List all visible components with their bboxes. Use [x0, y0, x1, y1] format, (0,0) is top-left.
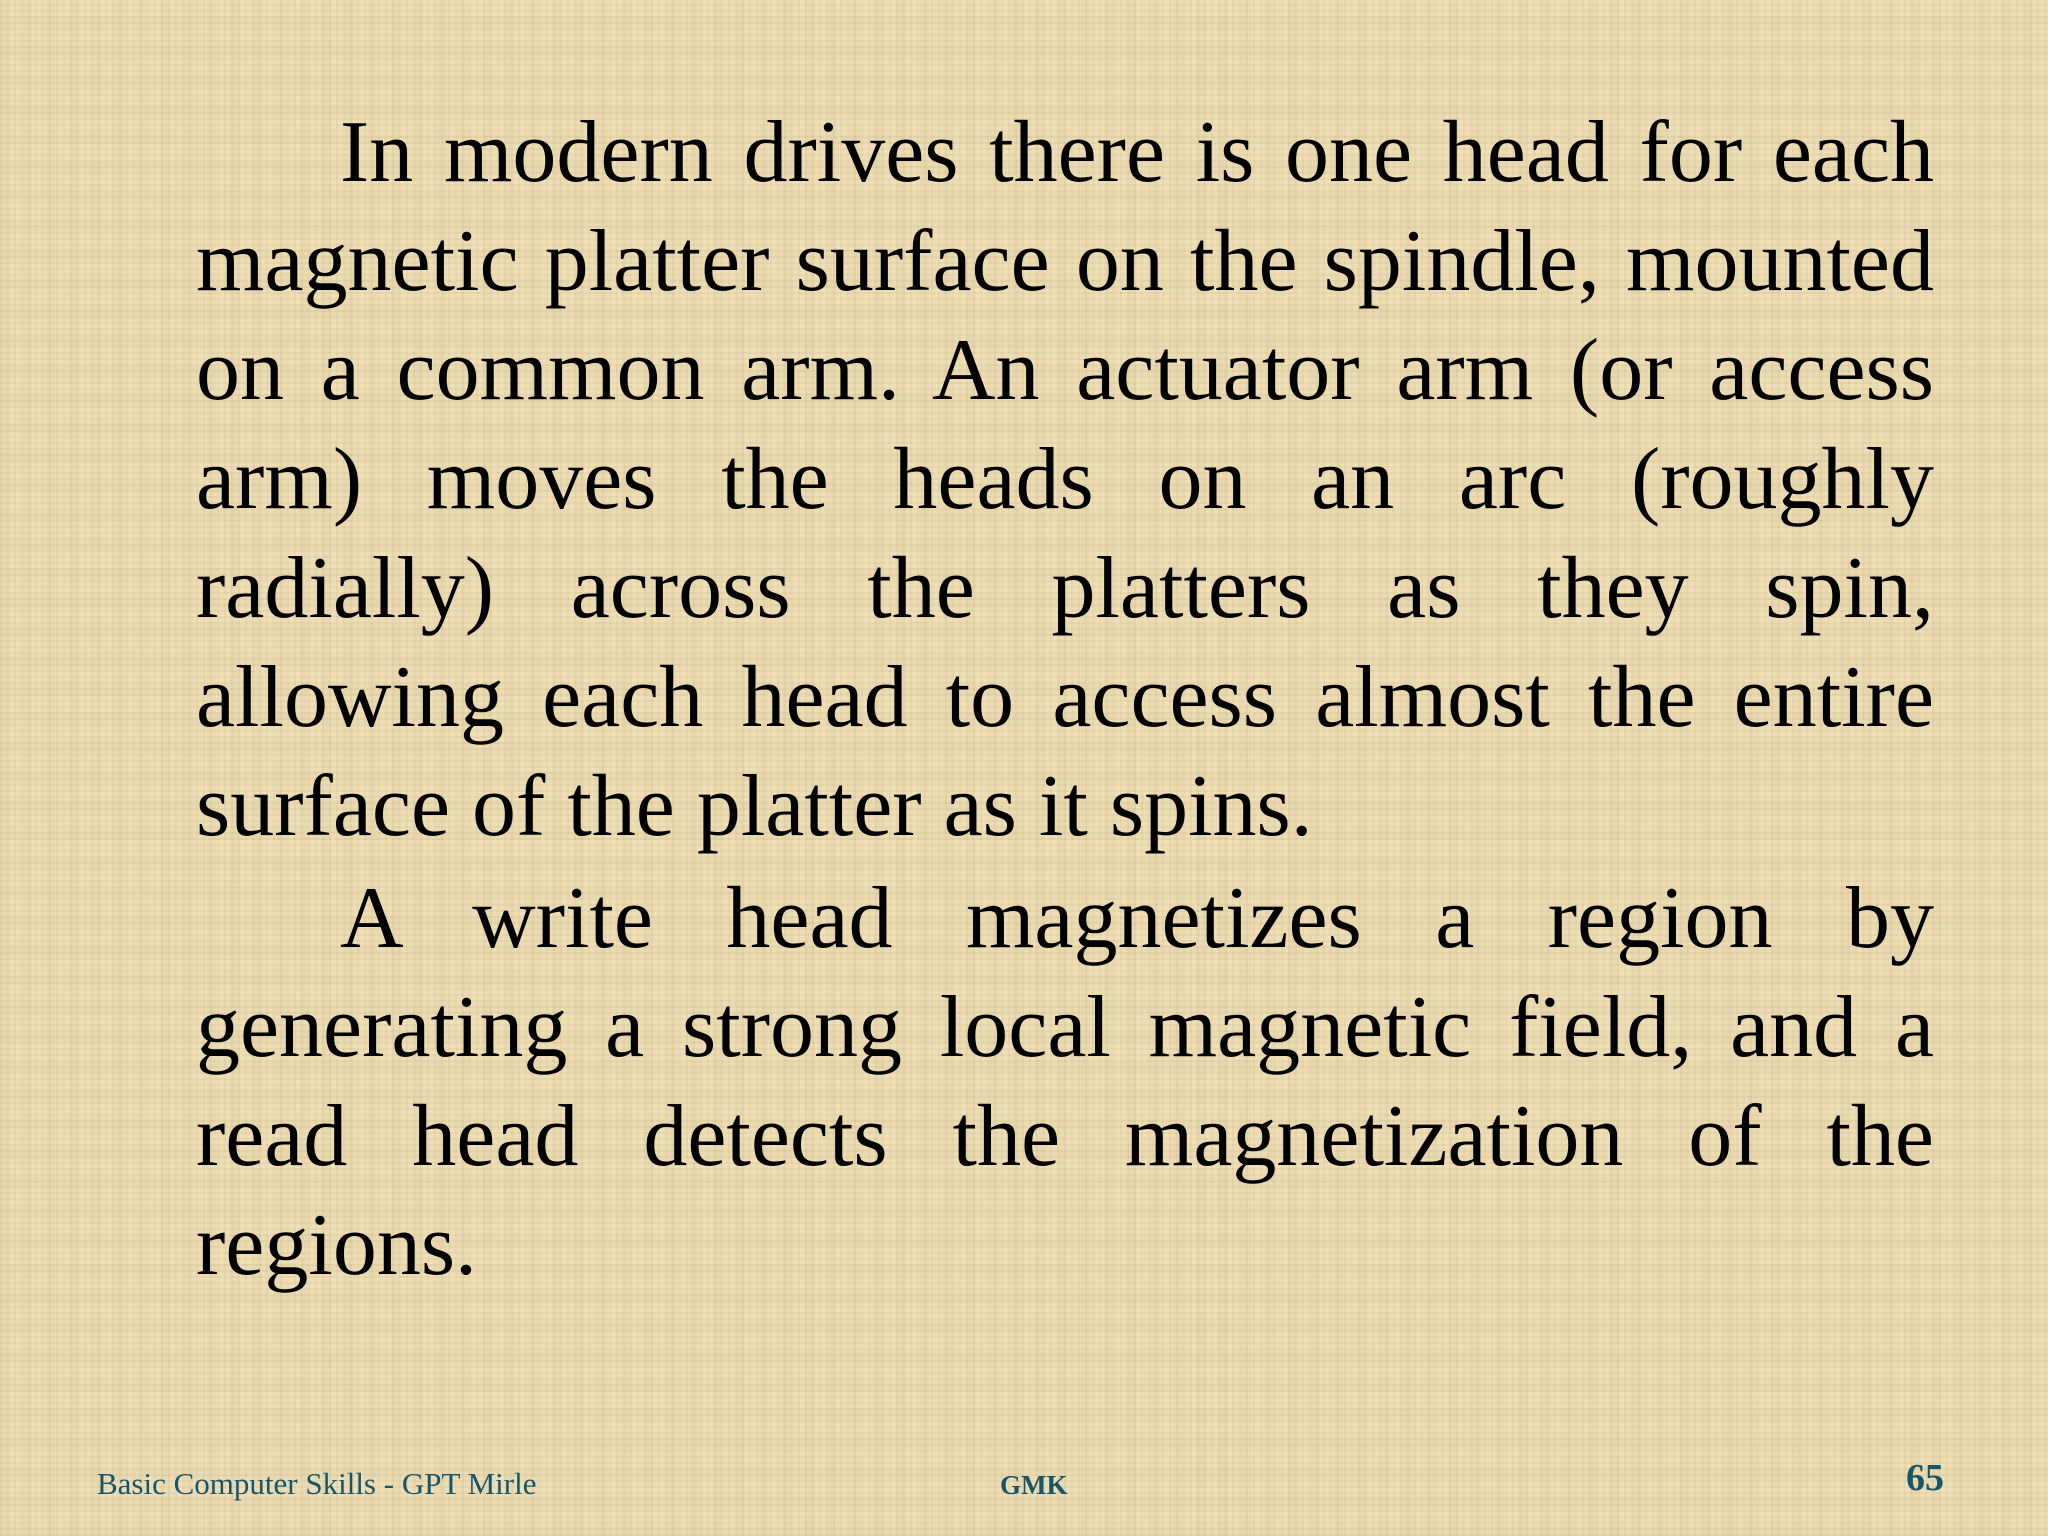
paragraph-heads-and-actuator-arm: In modern drives there is one head for each magnetic platter surface on the spindle, mounted on a common arm. An actuator arm (or access arm) moves the heads on an arc (roughly radially) across the platters as they spin, allowing each head to access almost the entire surface of the platter as it spins.: [196, 104, 1934, 855]
slide-body: [196, 98, 1934, 1300]
footer-course-title: Basic Computer Skills - GPT Mirle: [97, 1466, 537, 1501]
paragraph-write-and-read-heads: A write head magnetizes a region by generating a strong local magnetic field, and a read head detects the magnetization of the regions.: [196, 870, 1934, 1294]
slide-number: 65: [1906, 1457, 1944, 1499]
footer-author-initials: GMK: [1000, 1470, 1068, 1500]
